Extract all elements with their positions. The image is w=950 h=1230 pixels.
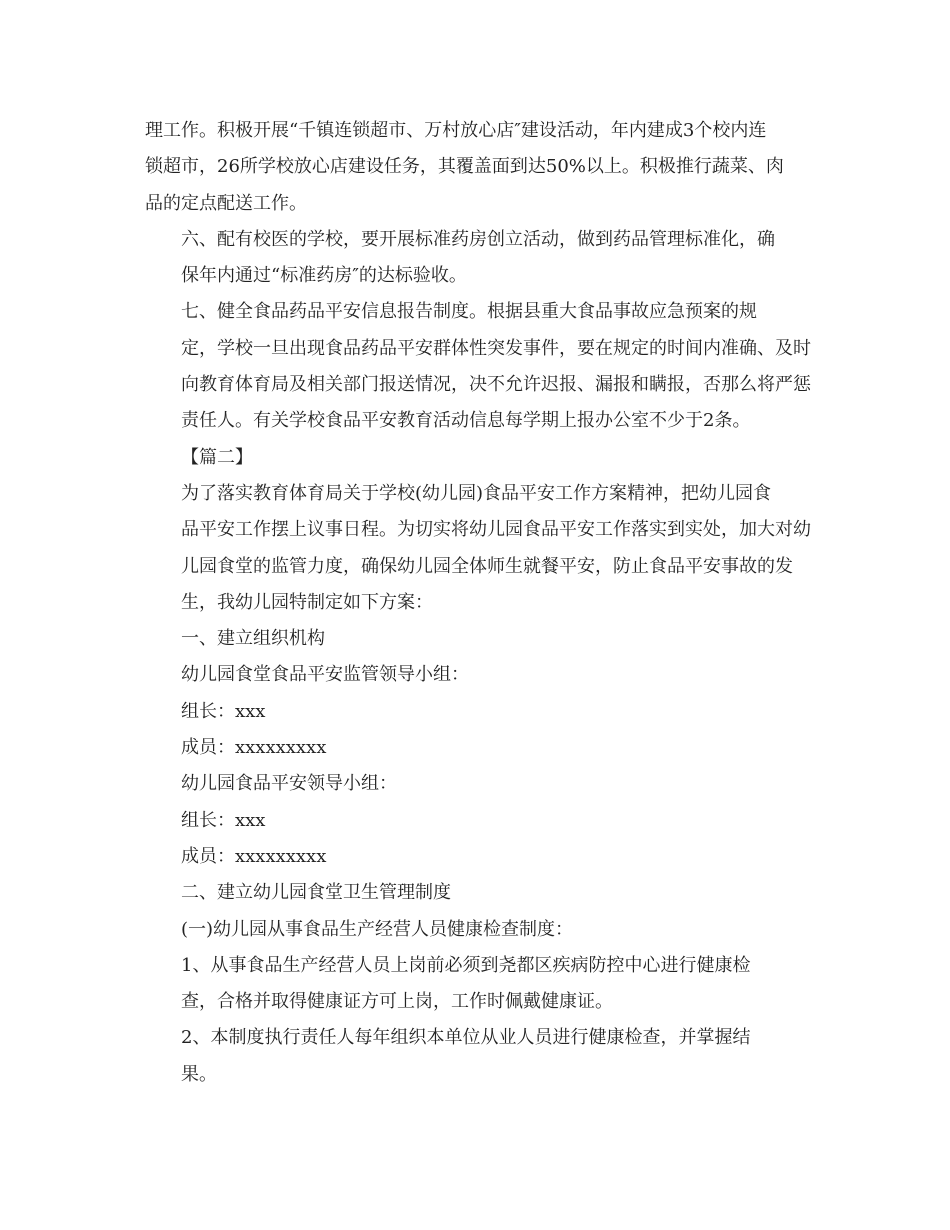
text-line: 定，学校一旦出现食品药品平安群体性突发事件，要在规定的时间内准确、及时 <box>181 337 811 359</box>
text-line: 【篇二】 <box>181 446 253 468</box>
paragraph-p16 <box>145 1020 810 1093</box>
paragraph-p2 <box>145 222 810 295</box>
text-line: 1、从事食品生产经营人员上岗前必须到尧都区疾病防控中心进行健康检 <box>181 954 751 976</box>
paragraph-p12 <box>145 839 810 875</box>
text-line: 幼儿园食堂食品平安监管领导小组： <box>181 664 469 686</box>
document-body <box>145 113 810 1093</box>
paragraph-p5 <box>145 476 810 621</box>
paragraph-p10 <box>145 766 810 802</box>
text-line: 理工作。积极开展“千镇连锁超市、万村放心店″建设活动，年内建成3个校内连 <box>145 120 767 141</box>
text-line: 为了落实教育体育局关于学校(幼儿园)食品平安工作方案精神，把幼儿园食 <box>181 482 772 504</box>
text-line: 品的定点配送工作。 <box>145 192 307 214</box>
text-line: 责任人。有关学校食品平安教育活动信息每学期上报办公室不少于2条。 <box>181 410 751 432</box>
paragraph-p8 <box>145 694 810 730</box>
text-line: 向教育体育局及相关部门报送情况，决不允许迟报、漏报和瞒报，否那么将严惩 <box>181 374 811 396</box>
text-line: 查，合格并取得健康证方可上岗，工作时佩戴健康证。 <box>181 991 613 1013</box>
text-line: 一、建立组织机构 <box>181 628 325 650</box>
paragraph-p3 <box>145 294 810 439</box>
paragraph-p14 <box>145 912 810 948</box>
text-line: 幼儿园食品平安领导小组： <box>181 773 397 795</box>
paragraph-p6 <box>145 621 810 657</box>
text-line: 品平安工作摆上议事日程。为切实将幼儿园食品平安工作落实到实处，加大对幼 <box>181 519 811 541</box>
paragraph-p1 <box>145 113 810 222</box>
paragraph-p4 <box>145 440 810 476</box>
text-line: 组长：xxx <box>181 809 266 831</box>
text-line: 组长：xxx <box>181 700 266 722</box>
text-line: 保年内通过“标准药房″的达标验收。 <box>181 265 467 287</box>
text-line: 果。 <box>181 1063 217 1085</box>
text-line: (一)幼儿园从事食品生产经营人员健康检查制度： <box>181 918 574 940</box>
text-line: 儿园食堂的监管力度，确保幼儿园全体师生就餐平安，防止食品平安事故的发 <box>181 555 793 577</box>
paragraph-p15 <box>145 948 810 1021</box>
text-line: 二、建立幼儿园食堂卫生管理制度 <box>181 882 451 904</box>
text-line: 六、配有校医的学校，要开展标准药房创立活动，做到药品管理标准化，确 <box>181 228 775 250</box>
paragraph-p13 <box>145 875 810 911</box>
paragraph-p11 <box>145 803 810 839</box>
text-line: 2、本制度执行责任人每年组织本单位从业人员进行健康检查，并掌握结 <box>181 1027 751 1049</box>
text-line: 七、健全食品药品平安信息报告制度。根据县重大食品事故应急预案的规 <box>181 301 757 323</box>
text-line: 成员：xxxxxxxxx <box>181 845 327 867</box>
text-line: 成员：xxxxxxxxx <box>181 737 327 759</box>
text-line: 生，我幼儿园特制定如下方案： <box>181 591 433 613</box>
paragraph-p9 <box>145 730 810 766</box>
paragraph-p7 <box>145 657 810 693</box>
text-line: 锁超市，26所学校放心店建设任务，其覆盖面到达50%以上。积极推行蔬菜、肉 <box>145 156 784 178</box>
